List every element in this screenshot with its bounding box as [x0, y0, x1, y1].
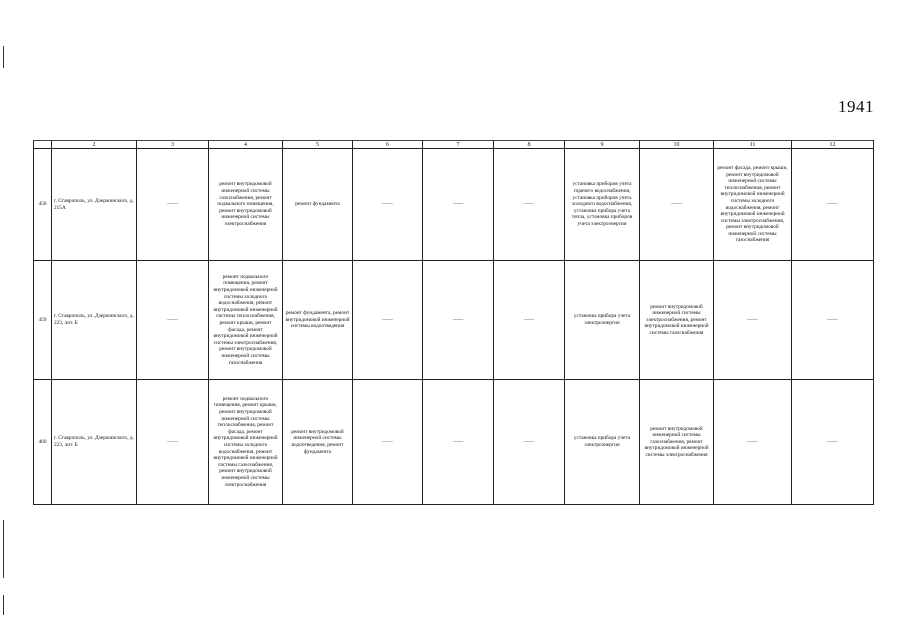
- address-cell: г. Ставрополь, ул. Дзержинского, д. 215А: [52, 149, 137, 261]
- cell-col3: ——: [137, 149, 209, 261]
- column-header: 7: [423, 141, 494, 149]
- address-cell: г. Ставрополь, ул. Дзержинского, д. 223, лит. Б: [52, 380, 137, 505]
- table-row: [34, 149, 874, 261]
- cell-col4: ремонт подвального помещения, ремонт внутридомовой инженерной системы холодного водоснабжения, ремонт внутридомовой инженерной системы теплоснабжения, ремонт крыши, ремонт фасада, ремонт внутридомовой инженерной системы электроснабжения, ремонт внутридомовой инженерной системы газоснабжения: [209, 261, 283, 380]
- cell-col6: ——: [353, 261, 423, 380]
- cell-col12: ——: [792, 149, 874, 261]
- row-number: 459: [34, 261, 52, 380]
- column-header: 2: [52, 141, 137, 149]
- table-row: [34, 261, 874, 380]
- column-header: [34, 141, 52, 149]
- column-number-row: [34, 141, 874, 149]
- cell-col9: установка прибора учета электроэнергии: [565, 380, 640, 505]
- cell-col10: ——: [640, 149, 714, 261]
- cell-col8: ——: [494, 149, 565, 261]
- page-number: 1941: [838, 97, 874, 116]
- cell-col9: установка приборов учета горячего водоснабжения, установка приборов учета холодного водоснабжения, установка прибора учета тепла, установка приборов учета электроэнергии: [565, 149, 640, 261]
- column-header: 4: [209, 141, 283, 149]
- cell-col8: ——: [494, 380, 565, 505]
- column-header: 5: [283, 141, 353, 149]
- table-row: [34, 380, 874, 505]
- cell-col12: ——: [792, 380, 874, 505]
- cell-col6: ——: [353, 380, 423, 505]
- cell-col5: ремонт фундамента: [283, 149, 353, 261]
- column-header: 10: [640, 141, 714, 149]
- column-header: 9: [565, 141, 640, 149]
- cell-col3: ——: [137, 380, 209, 505]
- row-number: 458: [34, 149, 52, 261]
- cell-col11: ——: [714, 380, 792, 505]
- address-cell: г. Ставрополь, ул. Дзержинского, д. 223, лит. Б: [52, 261, 137, 380]
- cell-col11: ремонт фасада, ремонт крыши, ремонт внутридомовой инженерной системы теплоснабжения, ремонт внутридомовой инженерной системы холодного водоснабжения, ремонт внутридомовой инженерной системы электроснабжения, ремонт внутридомовой инженерной системы газоснабжения: [714, 149, 792, 261]
- cell-col12: ——: [792, 261, 874, 380]
- column-header: 8: [494, 141, 565, 149]
- column-header: 6: [353, 141, 423, 149]
- column-header: 11: [714, 141, 792, 149]
- margin-line: [3, 520, 4, 578]
- cell-col4: ремонт внутридомовой инженерной системы газоснабжения, ремонт подвального помещения, ремонт внутридомовой инженерной системы электроснабжения: [209, 149, 283, 261]
- column-header: 12: [792, 141, 874, 149]
- cell-col5: ремонт внутридомовой инженерной системы водоотведения, ремонт фундамента: [283, 380, 353, 505]
- column-header: 3: [137, 141, 209, 149]
- cell-col7: ——: [423, 261, 494, 380]
- registry-table: [33, 140, 874, 505]
- cell-col3: ——: [137, 261, 209, 380]
- cell-col11: ——: [714, 261, 792, 380]
- margin-line: [3, 46, 4, 68]
- cell-col7: ——: [423, 149, 494, 261]
- cell-col9: установка прибора учета электроэнергии: [565, 261, 640, 380]
- cell-col7: ——: [423, 380, 494, 505]
- cell-col6: ——: [353, 149, 423, 261]
- cell-col10: ремонт внутридомовой инженерной системы электроснабжения, ремонт внутридомовой инженерной системы газоснабжения: [640, 261, 714, 380]
- cell-col5: ремонт фундамента, ремонт внутридомовой инженерной системы водоотведения: [283, 261, 353, 380]
- cell-col10: ремонт внутридомовой инженерной системы газоснабжения, ремонт внутридомовой инженерной системы электроснабжения: [640, 380, 714, 505]
- cell-col4: ремонт подвального помещения, ремонт крыши, ремонт внутридомовой инженерной системы теплоснабжения, ремонт фасада, ремонт внутридомовой инженерной системы холодного водоснабжения, ремонт внутридомовой инженерной системы газоснабжения, ремонт внутридомовой инженерной системы электроснабжения: [209, 380, 283, 505]
- cell-col8: ——: [494, 261, 565, 380]
- row-number: 460: [34, 380, 52, 505]
- margin-line: [3, 595, 4, 615]
